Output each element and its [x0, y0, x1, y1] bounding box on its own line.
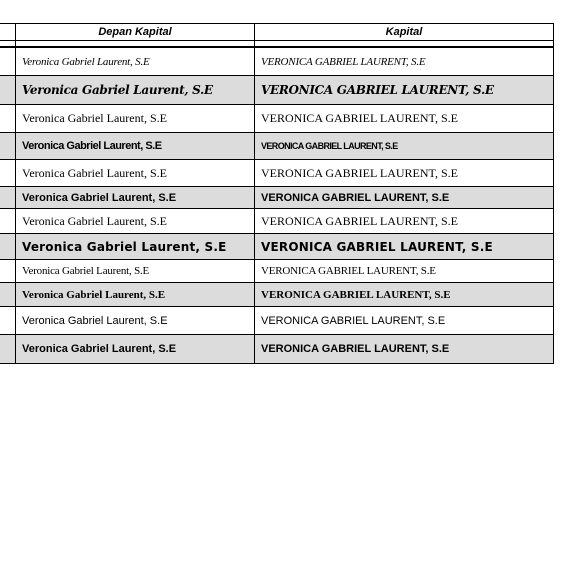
kapital-cell: VERONICA GABRIEL LAURENT, S.E	[255, 187, 554, 209]
kapital-cell: VERONICA GABRIEL LAURENT, S.E	[255, 47, 554, 76]
row-stub-cell	[0, 105, 16, 133]
depan-kapital-cell: Veronica Gabriel Laurent, S.E	[16, 234, 255, 260]
row-stub-cell	[0, 160, 16, 187]
table-row	[0, 133, 554, 160]
table-row	[0, 307, 554, 335]
depan-kapital-cell: Veronica Gabriel Laurent, S.E	[16, 133, 255, 160]
row-stub-cell	[0, 307, 16, 335]
kapital-cell: VERONICA GABRIEL LAURENT, S.E	[255, 335, 554, 364]
table-row	[0, 160, 554, 187]
table-row	[0, 187, 554, 209]
row-stub-cell	[0, 76, 16, 105]
row-stub-cell	[0, 260, 16, 283]
header-depan-kapital: Depan Kapital	[16, 24, 255, 41]
depan-kapital-cell: Veronica Gabriel Laurent, S.E	[16, 209, 255, 234]
table-row	[0, 76, 554, 105]
row-stub-cell	[0, 133, 16, 160]
row-stub-cell	[0, 234, 16, 260]
depan-kapital-cell: Veronica Gabriel Laurent, S.E	[16, 160, 255, 187]
depan-kapital-cell: Veronica Gabriel Laurent, S.E	[16, 105, 255, 133]
depan-kapital-cell: Veronica Gabriel Laurent, S.E	[16, 260, 255, 283]
kapital-cell: VERONICA GABRIEL LAURENT, S.E	[255, 209, 554, 234]
kapital-cell: VERONICA GABRIEL LAURENT, S.E	[255, 260, 554, 283]
row-stub-cell	[0, 187, 16, 209]
table-row	[0, 47, 554, 76]
depan-kapital-cell: Veronica Gabriel Laurent, S.E	[16, 47, 255, 76]
kapital-cell: VERONICA GABRIEL LAURENT, S.E	[255, 307, 554, 335]
header-stub-cell	[0, 24, 16, 41]
table-row	[0, 209, 554, 234]
kapital-cell: VERONICA GABRIEL LAURENT, S.E	[255, 283, 554, 307]
table-header-row	[0, 24, 554, 41]
table-row	[0, 260, 554, 283]
depan-kapital-cell: Veronica Gabriel Laurent, S.E	[16, 187, 255, 209]
table-row	[0, 283, 554, 307]
row-stub-cell	[0, 209, 16, 234]
row-stub-cell	[0, 335, 16, 364]
depan-kapital-cell: Veronica Gabriel Laurent, S.E	[16, 283, 255, 307]
table-row	[0, 105, 554, 133]
kapital-cell: VERONICA GABRIEL LAURENT, S.E	[255, 76, 554, 105]
table-row	[0, 335, 554, 364]
depan-kapital-cell: Veronica Gabriel Laurent, S.E	[16, 335, 255, 364]
kapital-cell: VERONICA GABRIEL LAURENT, S.E	[255, 133, 554, 160]
name-format-table	[0, 23, 554, 364]
table-row	[0, 234, 554, 260]
depan-kapital-cell: Veronica Gabriel Laurent, S.E	[16, 76, 255, 105]
row-stub-cell	[0, 283, 16, 307]
kapital-cell: VERONICA GABRIEL LAURENT, S.E	[255, 160, 554, 187]
depan-kapital-cell: Veronica Gabriel Laurent, S.E	[16, 307, 255, 335]
header-kapital: Kapital	[255, 24, 554, 41]
row-stub-cell	[0, 47, 16, 76]
kapital-cell: VERONICA GABRIEL LAURENT, S.E	[255, 105, 554, 133]
kapital-cell: VERONICA GABRIEL LAURENT, S.E	[255, 234, 554, 260]
